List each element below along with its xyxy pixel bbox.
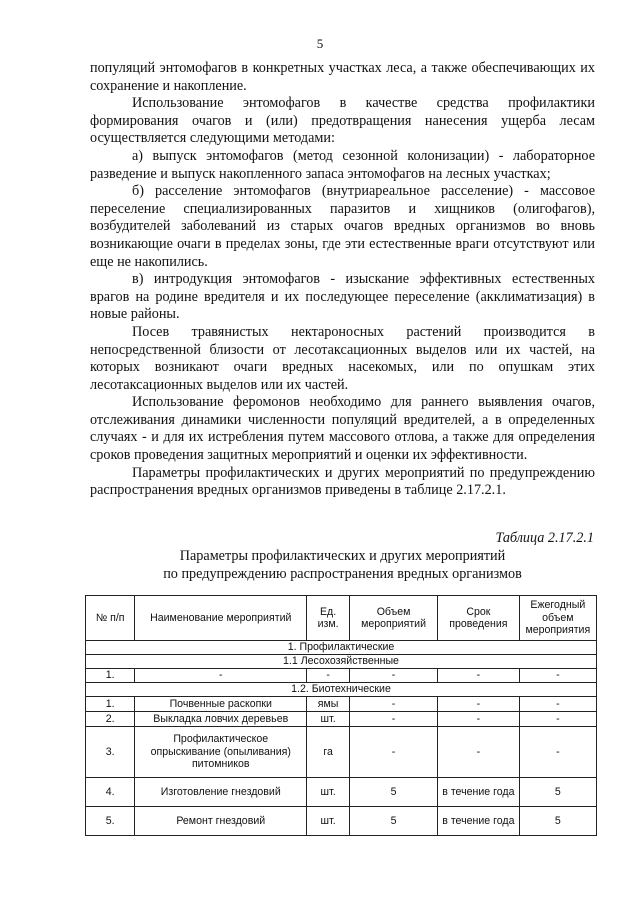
table-cell: в течение года [438, 807, 520, 836]
table-cell: шт. [307, 807, 350, 836]
table-cell: Профилактическое опрыскивание (опыливания) питомников [135, 727, 307, 778]
table-cell: 5. [86, 807, 135, 836]
table-cell: 5 [519, 778, 596, 807]
section-title: 1. Профилактические [86, 641, 597, 655]
header-cell-annual: Ежегодный объем мероприятия [519, 596, 596, 641]
table-row [86, 712, 597, 727]
paragraph: популяций энтомофагов в конкретных участках леса, а также обеспечивающих их сохранение и накопление. [90, 60, 595, 94]
table-cell: ямы [307, 697, 350, 712]
header-cell-term: Срок проведения [438, 596, 520, 641]
paragraph: в) интродукция энтомофагов - изыскание эффективных естественных врагов на родине вредителя и их последующее переселение (акклиматизация) в новые районы. [90, 271, 595, 323]
subsection-title: 1.2. Биотехнические [86, 683, 597, 697]
section-row [86, 641, 597, 655]
table-cell: - [438, 712, 520, 727]
header-cell-number: № п/п [86, 596, 135, 641]
measures-table [85, 595, 597, 836]
table-cell: 2. [86, 712, 135, 727]
table-label: Таблица 2.17.2.1 [495, 530, 594, 546]
table-cell: Ремонт гнездовий [135, 807, 307, 836]
table-cell: в течение года [438, 778, 520, 807]
page-number: 5 [316, 36, 324, 51]
table-title [90, 547, 595, 583]
subsection-row [86, 655, 597, 669]
table-cell: - [438, 727, 520, 778]
table-cell: - [350, 727, 438, 778]
table-row [86, 697, 597, 712]
table-row [86, 807, 597, 836]
body-text [90, 60, 595, 500]
table-cell: Почвенные раскопки [135, 697, 307, 712]
paragraph: б) расселение энтомофагов (внутриареальное расселение) - массовое переселение специализированных паразитов и хищников (олигофагов), возбудителей заболеваний из старых очагов вредных организмов во вновь возникающие очаги в пределах зоны, где эти естественные враги отсутствуют или еще не накопились. [90, 183, 595, 270]
table-cell: 1. [86, 669, 135, 683]
header-cell-volume: Объем мероприятий [350, 596, 438, 641]
table-cell: шт. [307, 778, 350, 807]
table-cell: - [519, 697, 596, 712]
table-cell: 3. [86, 727, 135, 778]
table-cell: - [350, 697, 438, 712]
table-title-line: Параметры профилактических и других мероприятий [179, 548, 506, 564]
table-cell: Изготовление гнездовий [135, 778, 307, 807]
table-cell: Выкладка ловчих деревьев [135, 712, 307, 727]
table-cell: - [519, 727, 596, 778]
paragraph: Посев травянистых нектароносных растений производится в непосредственной близости от лесотаксационных выделов или их частей, на которых возникают очаги вредных насекомых, или по опушкам этих лесотаксационных выделов или их частей. [90, 323, 595, 393]
table-cell: - [519, 669, 596, 683]
measures-table-wrap [85, 595, 597, 836]
table-header-row [86, 596, 597, 641]
table-cell: 5 [350, 778, 438, 807]
table-cell: - [519, 712, 596, 727]
table-cell: - [350, 712, 438, 727]
table-cell: 1. [86, 697, 135, 712]
header-cell-name: Наименование мероприятий [135, 596, 307, 641]
paragraph: Использование феромонов необходимо для раннего выявления очагов, отслеживания динамики численности популяций вредителей, а в определенных случаях - и для их истребления путем массового отлова, а также для определения сроков проведения защитных мероприятий и оценки их эффективности. [90, 394, 595, 464]
table-cell: 5 [519, 807, 596, 836]
table-cell: шт. [307, 712, 350, 727]
table-cell: - [438, 669, 520, 683]
paragraph: а) выпуск энтомофагов (метод сезонной колонизации) - лабораторное разведение и выпуск накопленного запаса энтомофагов на лесных участках; [90, 147, 595, 182]
subsection-title: 1.1 Лесохозяйственные [86, 655, 597, 669]
table-cell: 5 [350, 807, 438, 836]
table-cell: - [135, 669, 307, 683]
table-cell: - [438, 697, 520, 712]
table-cell: - [307, 669, 350, 683]
table-cell: 4. [86, 778, 135, 807]
subsection-row [86, 683, 597, 697]
table-row [86, 669, 597, 683]
table-cell: га [307, 727, 350, 778]
paragraph: Использование энтомофагов в качестве средства профилактики формирования очагов и (или) предотвращения нанесения ущерба лесам осуществляется следующими методами: [90, 95, 595, 147]
table-row [86, 778, 597, 807]
paragraph: Параметры профилактических и других мероприятий по предупреждению распространения вредных организмов приведены в таблице 2.17.2.1. [90, 464, 595, 499]
table-title-line: по предупреждению распространения вредных организмов [163, 566, 522, 582]
table-row [86, 727, 597, 778]
table-cell: - [350, 669, 438, 683]
header-cell-unit: Ед. изм. [307, 596, 350, 641]
